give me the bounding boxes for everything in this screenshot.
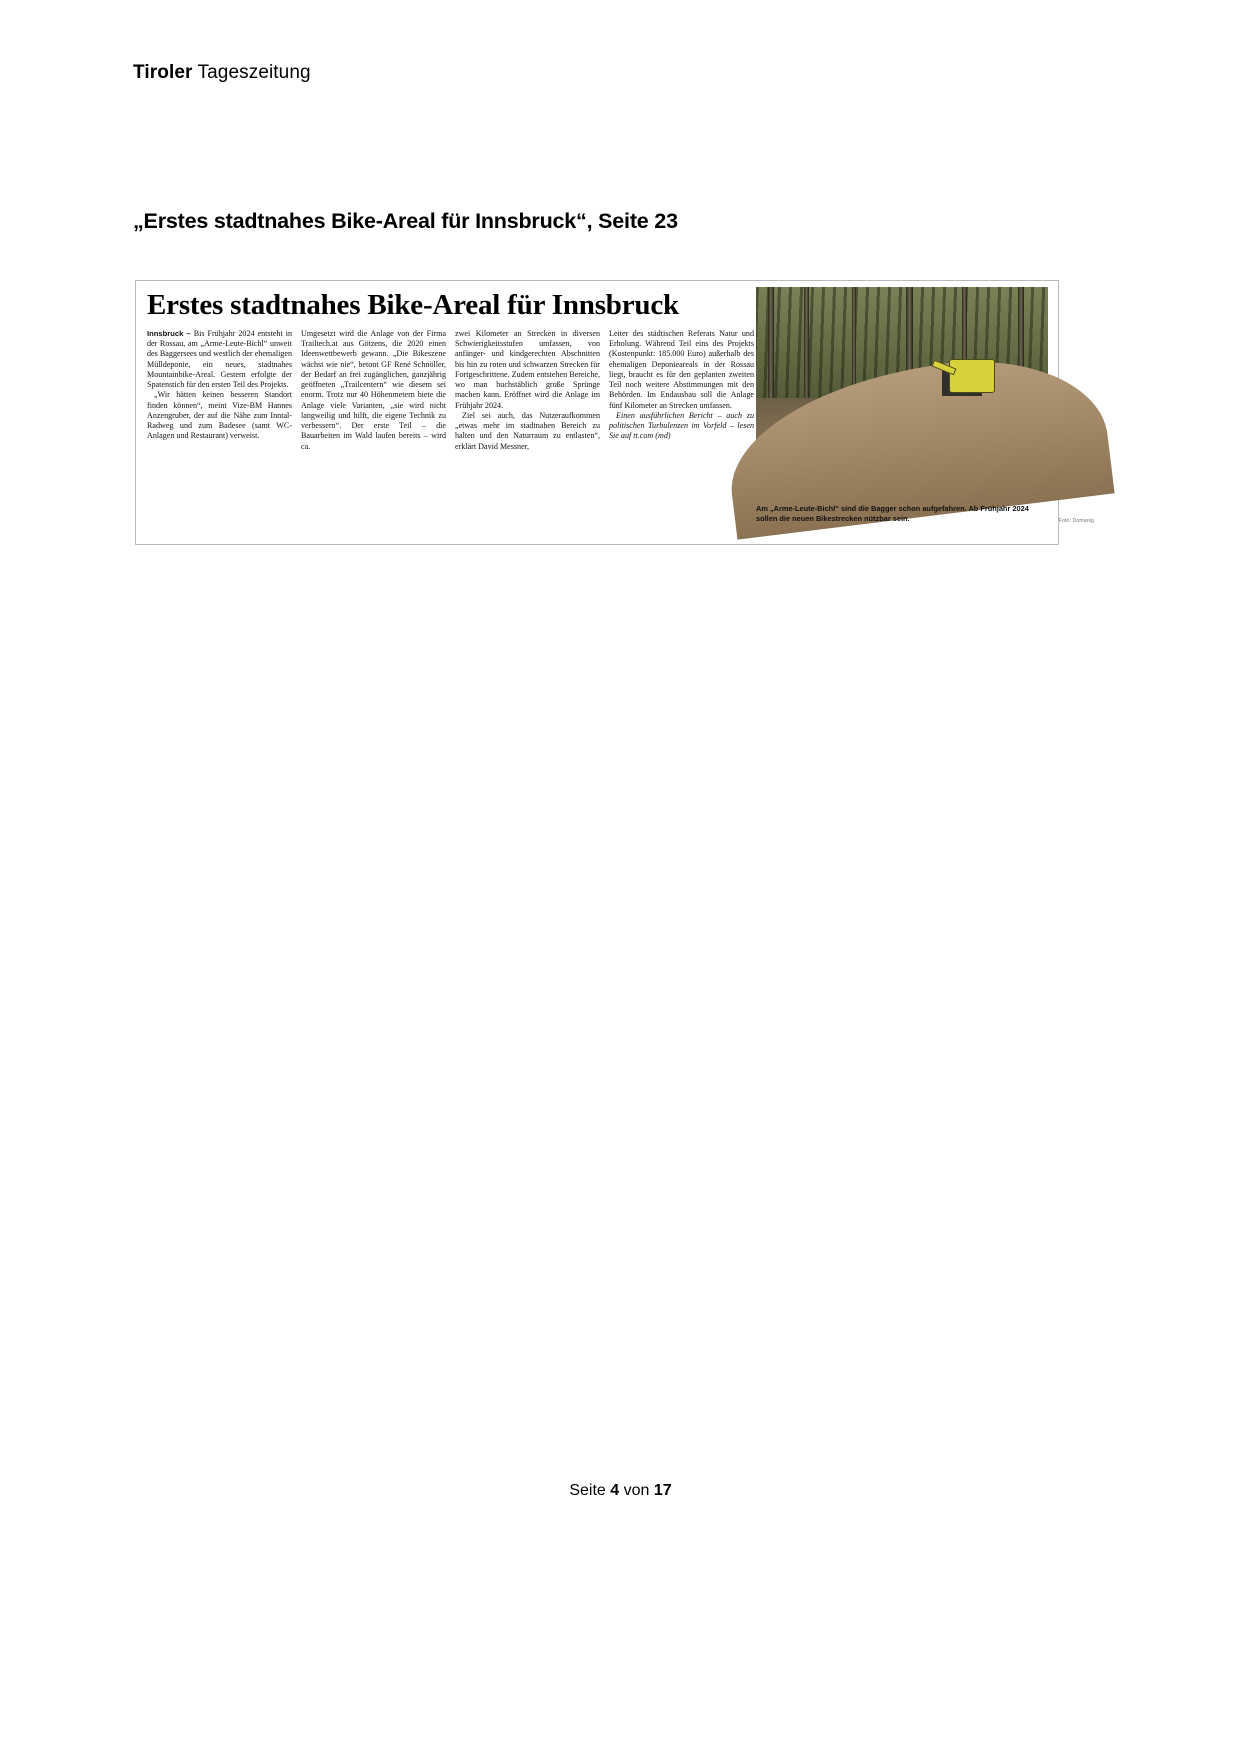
footer-prefix: Seite — [569, 1482, 611, 1499]
article-column-1 — [147, 329, 292, 452]
article-paragraph: Bis Frühjahr 2024 entsteht in der Rossau, am „Arme-Leute-Bichl“ unweit des Baggersees und westlich der ehemaligen Mülldeponie, ein neues, stadtnahes Mountainbike-Areal. Gestern erfolgte der Spatenstich für den ersten Teil des Projekts. — [147, 329, 293, 390]
article-columns — [147, 329, 767, 452]
footer-total-pages: 17 — [653, 1482, 672, 1499]
article-column-2 — [301, 329, 446, 452]
article-dateline: Innsbruck – — [147, 329, 194, 338]
page-title: „Erstes stadtnahes Bike-Areal für Innsbruck“, Seite 23 — [133, 209, 678, 233]
masthead-brand-light: Tageszeitung — [192, 62, 311, 83]
photo-tree-trunk — [768, 287, 774, 411]
photo-caption: Am „Arme-Leute-Bichl“ sind die Bagger schon aufgefahren. Ab Frühjahr 2024 sollen die neuen Bikestrecken nützbar sein. — [756, 504, 1029, 523]
masthead-brand-bold: Tiroler — [133, 62, 193, 83]
article-column-4 — [609, 329, 754, 452]
masthead — [133, 62, 311, 84]
clipping-headline: Erstes stadtnahes Bike-Areal für Innsbruck — [147, 289, 679, 321]
article-photo-block — [756, 287, 1094, 524]
article-teaser: Einen ausführlichen Bericht – auch zu politischen Turbulenzen im Vorfeld – lesen Sie auf tt.com (md) — [609, 410, 754, 441]
photo-tree-trunk — [852, 287, 856, 398]
footer-middle: von — [619, 1482, 654, 1499]
article-photo — [756, 287, 1048, 500]
photo-caption-row — [756, 504, 1094, 524]
photo-credit: Foto: Domanig — [1058, 517, 1094, 524]
footer-page-number: 4 — [610, 1482, 620, 1499]
article-column-3 — [455, 329, 600, 452]
article-paragraph: Leiter des städtischen Referats Natur und Erholung. Während Teil eins des Projekts (Kostenpunkt: 185.000 Euro) außerhalb des ehemaligen Deponieareals in der Rossau liegt, braucht es für den geplanten zweiten Teil noch weitere Abstimmungen mit den Behörden. Im Endausbau soll die Anlage fünf Kilometer an Strecken umfassen. — [609, 329, 754, 410]
article-paragraph: zwei Kilometer an Strecken in diversen Schwierigkeitsstufen umfassen, von anfänger- und kindgerechten Abschnitten bis hin zu roten und schwarzen Strecken für Fortgeschrittene. Zudem entstehen Bereiche, wo man buchstäblich große Sprünge machen kann. Eröffnet wird die Anlage im Frühjahr 2024. — [455, 329, 600, 410]
article-paragraph: „Wir hätten keinen besseren Standort finden können“, meint Vize-BM Hannes Anzengruber, der auf die Nähe zum Inntal-Radweg und zum Badesee (samt WC-Anlagen und Restaurant) verweist. — [147, 390, 292, 441]
photo-excavator — [949, 359, 995, 393]
newspaper-clipping — [135, 280, 1094, 545]
page-footer — [0, 1482, 1241, 1500]
article-paragraph: Umgesetzt wird die Anlage von der Firma Trailtech.at aus Götzens, die 2020 einen Ideenwettbewerb gewann. „Die Bikeszene wächst wie nie“, betont GF René Schnöller, der Bedarf an frei zugänglichen, ganzjährig geöffneten „Trailcentern“ wie diesem sei enorm. Trotz nur 40 Höhenmetern biete die Anlage viele Varianten, „sie wird nicht langweilig und hilft, die eigene Technik zu verbessern“. Der erste Teil – die Bauarbeiten im Wald laufen bereits – wird ca. — [301, 329, 446, 451]
article-paragraph: Ziel sei auch, das Nutzeraufkommen „etwas mehr im stadtnahen Bereich zu halten und den Naturraum zu entlasten“, erklärt David Messner, — [455, 410, 600, 451]
